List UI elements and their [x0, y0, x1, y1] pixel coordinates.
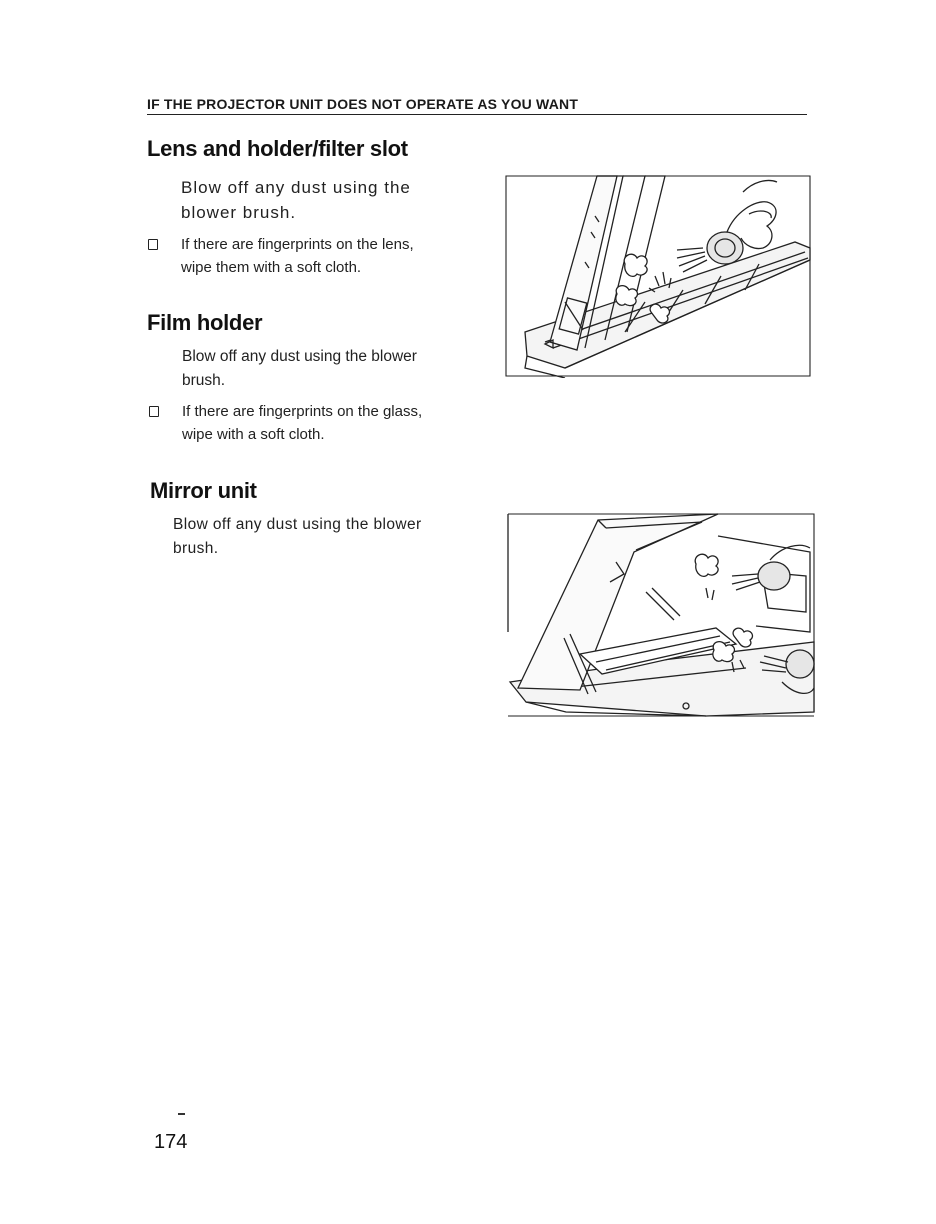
illustration-film-holder-cleaning: [505, 172, 813, 378]
film-holder-note-line1: If there are fingerprints on the glass,: [182, 403, 423, 420]
page-number: 174: [154, 1131, 188, 1153]
mirror-unit-instruction-line1: Blow off any dust using the blower: [173, 516, 422, 533]
footer-dash: [178, 1113, 185, 1115]
lens-instruction-line1: Blow off any dust using the: [181, 178, 411, 197]
mirror-unit-instruction-line2: brush.: [173, 540, 219, 557]
checkbox-bullet-icon: [148, 239, 158, 250]
film-holder-note-line2: wipe with a soft cloth.: [182, 426, 325, 443]
checkbox-bullet-icon: [149, 406, 159, 417]
lens-note: [181, 233, 414, 279]
mirror-unit-instruction: [173, 513, 422, 561]
film-holder-instruction-line2: brush.: [182, 372, 226, 389]
section-heading-film-holder: Film holder: [147, 310, 263, 335]
film-holder-instruction-line1: Blow off any dust using the blower: [182, 348, 417, 365]
illustration-mirror-unit-cleaning: [506, 512, 816, 718]
lens-instruction: [181, 175, 411, 225]
film-holder-note: [182, 400, 422, 446]
lens-instruction-line2: blower brush.: [181, 203, 297, 222]
lens-note-line1: If there are fingerprints on the lens,: [181, 236, 414, 253]
lens-note-line2: wipe them with a soft cloth.: [181, 259, 362, 276]
section-heading-mirror-unit: Mirror unit: [150, 478, 257, 503]
section-heading-lens: Lens and holder/filter slot: [147, 136, 408, 161]
running-header: IF THE PROJECTOR UNIT DOES NOT OPERATE AS YOU WANT: [147, 96, 807, 115]
film-holder-instruction: [182, 345, 417, 393]
